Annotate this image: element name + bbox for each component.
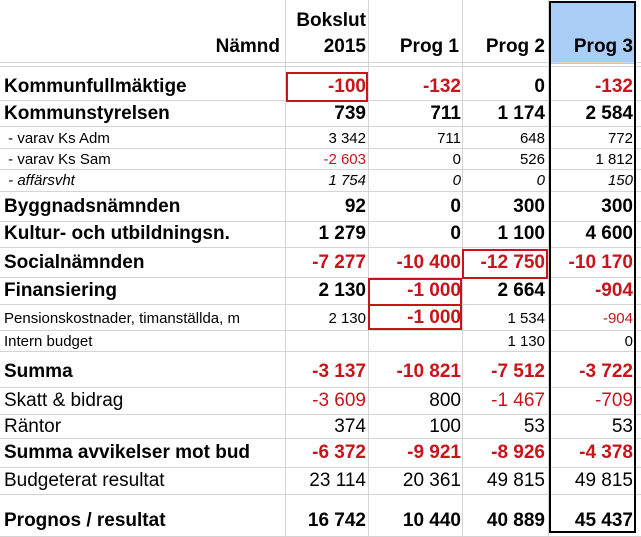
value-cell-prog-1 bbox=[369, 330, 461, 352]
value-cell-prog-1: -1 000 bbox=[407, 307, 461, 328]
table-row bbox=[0, 330, 641, 352]
value-cell-prog-1: 711 bbox=[437, 129, 461, 147]
header-namnd: Nämnd bbox=[215, 36, 280, 57]
value-cell-prog-3: -904 bbox=[602, 309, 633, 327]
value-cell-prog-3: -709 bbox=[594, 390, 633, 411]
value-cell-bokslut-2015: -3 609 bbox=[312, 390, 366, 411]
value-cell-bokslut-2015: 2 130 bbox=[328, 309, 366, 327]
table-row bbox=[0, 192, 641, 222]
row-label: Byggnadsnämnden bbox=[4, 196, 181, 217]
highlight-box bbox=[368, 304, 462, 330]
header-prog2: Prog 2 bbox=[485, 36, 545, 57]
value-cell-prog-2: 49 815 bbox=[486, 470, 545, 491]
value-cell-prog-3: 0 bbox=[624, 332, 633, 350]
value-cell-prog-2: 1 100 bbox=[497, 223, 545, 244]
row-label: Kultur- och utbildningsn. bbox=[4, 223, 230, 244]
value-cell-prog-3: -904 bbox=[594, 280, 633, 301]
header-prog1: Prog 1 bbox=[399, 36, 459, 57]
highlight-box bbox=[462, 249, 548, 279]
value-cell-prog-1: -9 921 bbox=[407, 442, 461, 463]
value-cell-bokslut-2015: 16 742 bbox=[307, 509, 366, 531]
row-label: - affärsvht bbox=[4, 172, 75, 189]
row-label: Budgeterat resultat bbox=[4, 470, 165, 491]
table-row bbox=[0, 467, 641, 495]
value-cell-prog-1: 100 bbox=[429, 415, 461, 437]
highlight-box bbox=[368, 278, 462, 306]
row-label: Kommunfullmäktige bbox=[4, 75, 187, 97]
table-row bbox=[0, 387, 641, 415]
header-prog3: Prog 3 bbox=[573, 36, 633, 57]
row-label: Summa avvikelser mot bud bbox=[4, 442, 251, 463]
value-cell-bokslut-2015: -7 277 bbox=[312, 252, 366, 273]
value-cell-prog-2: 526 bbox=[519, 150, 545, 168]
row-label: - varav Ks Sam bbox=[4, 150, 111, 168]
value-cell-prog-3: -4 378 bbox=[579, 442, 633, 463]
row-label: Räntor bbox=[4, 415, 62, 437]
value-cell-prog-3: 49 815 bbox=[574, 470, 633, 491]
value-cell-prog-3: 1 812 bbox=[595, 150, 633, 168]
value-cell-prog-3: -10 170 bbox=[568, 252, 633, 273]
table-row bbox=[0, 220, 641, 248]
value-cell-prog-2: -1 467 bbox=[491, 390, 545, 411]
value-cell-prog-3: 772 bbox=[607, 129, 633, 147]
row-label: Kommunstyrelsen bbox=[4, 102, 170, 124]
value-cell-prog-1: 0 bbox=[450, 196, 461, 217]
value-cell-prog-3: 2 584 bbox=[585, 102, 633, 124]
value-cell-prog-2: 1 534 bbox=[507, 309, 545, 327]
grid-line bbox=[0, 66, 641, 67]
value-cell-prog-1: -10 400 bbox=[396, 252, 461, 273]
value-cell-bokslut-2015: 3 342 bbox=[328, 129, 366, 147]
value-cell-prog-2: -12 750 bbox=[480, 252, 545, 273]
value-cell-prog-2: 1 130 bbox=[507, 332, 545, 350]
value-cell-prog-2: 53 bbox=[523, 415, 545, 437]
value-cell-prog-1: 711 bbox=[430, 102, 461, 124]
value-cell-prog-2: 300 bbox=[513, 196, 545, 217]
value-cell-prog-3: -132 bbox=[594, 75, 633, 97]
value-cell-prog-1: 0 bbox=[452, 150, 461, 168]
row-label: Prognos / resultat bbox=[4, 509, 166, 531]
value-cell-bokslut-2015: 739 bbox=[334, 102, 366, 124]
table-row bbox=[0, 148, 641, 170]
value-cell-prog-1: -1 000 bbox=[407, 280, 461, 301]
row-label: Skatt & bidrag bbox=[4, 390, 124, 411]
value-cell-bokslut-2015: -6 372 bbox=[312, 442, 366, 463]
value-cell-prog-2: 0 bbox=[534, 75, 545, 97]
value-cell-bokslut-2015: 374 bbox=[334, 415, 366, 437]
value-cell-prog-1: 0 bbox=[452, 172, 461, 189]
value-cell-prog-3: -3 722 bbox=[579, 361, 633, 382]
table-row bbox=[0, 504, 641, 537]
value-cell-bokslut-2015: 92 bbox=[344, 196, 366, 217]
value-cell-prog-1: -132 bbox=[422, 75, 461, 97]
value-cell-prog-1: -10 821 bbox=[396, 361, 461, 382]
grid-line bbox=[0, 62, 641, 63]
row-label: Finansiering bbox=[4, 280, 117, 301]
value-cell-prog-1: 10 440 bbox=[402, 509, 461, 531]
value-cell-prog-2: 648 bbox=[519, 129, 545, 147]
value-cell-bokslut-2015: 23 114 bbox=[309, 470, 366, 491]
value-cell-prog-2: -7 512 bbox=[491, 361, 545, 382]
table-row bbox=[0, 100, 641, 127]
value-cell-prog-3: 53 bbox=[611, 415, 633, 437]
value-cell-prog-1: 800 bbox=[429, 390, 461, 411]
value-cell-bokslut-2015 bbox=[286, 330, 366, 352]
value-cell-prog-3: 150 bbox=[607, 172, 633, 189]
row-label: Summa bbox=[4, 361, 73, 382]
table-row bbox=[0, 414, 641, 439]
value-cell-bokslut-2015: 1 754 bbox=[328, 172, 366, 189]
value-cell-prog-2: 2 664 bbox=[497, 280, 545, 301]
value-cell-bokslut-2015: -100 bbox=[327, 75, 366, 97]
table-row bbox=[0, 305, 641, 331]
header-2015: 2015 bbox=[323, 36, 366, 57]
value-cell-prog-2: -8 926 bbox=[491, 442, 545, 463]
highlight-box bbox=[286, 72, 368, 102]
value-cell-bokslut-2015: 2 130 bbox=[318, 280, 366, 301]
table-row bbox=[0, 277, 641, 305]
value-cell-bokslut-2015: -3 137 bbox=[312, 361, 366, 382]
grid-line bbox=[0, 351, 641, 352]
value-cell-prog-3: 45 437 bbox=[574, 509, 633, 531]
value-cell-bokslut-2015: -2 603 bbox=[323, 150, 366, 168]
table-row bbox=[0, 169, 641, 192]
table-row bbox=[0, 356, 641, 388]
row-label: Socialnämnden bbox=[4, 252, 145, 273]
header-bokslut: Bokslut bbox=[296, 10, 366, 31]
value-cell-bokslut-2015: 1 279 bbox=[318, 223, 366, 244]
value-cell-prog-2: 1 174 bbox=[497, 102, 545, 124]
value-cell-prog-1: 0 bbox=[450, 223, 461, 244]
row-label: Intern budget bbox=[4, 332, 93, 350]
value-cell-prog-2: 40 889 bbox=[486, 509, 545, 531]
value-cell-prog-3: 4 600 bbox=[585, 223, 633, 244]
row-label: Pensionskostnader, timanställda, m bbox=[4, 309, 240, 327]
value-cell-prog-2: 0 bbox=[536, 172, 545, 189]
grid-line bbox=[0, 494, 641, 495]
row-label: - varav Ks Adm bbox=[4, 129, 110, 147]
value-cell-prog-3: 300 bbox=[601, 196, 633, 217]
value-cell-prog-1: 20 361 bbox=[402, 470, 461, 491]
table-row bbox=[0, 127, 641, 149]
table-row bbox=[0, 438, 641, 468]
